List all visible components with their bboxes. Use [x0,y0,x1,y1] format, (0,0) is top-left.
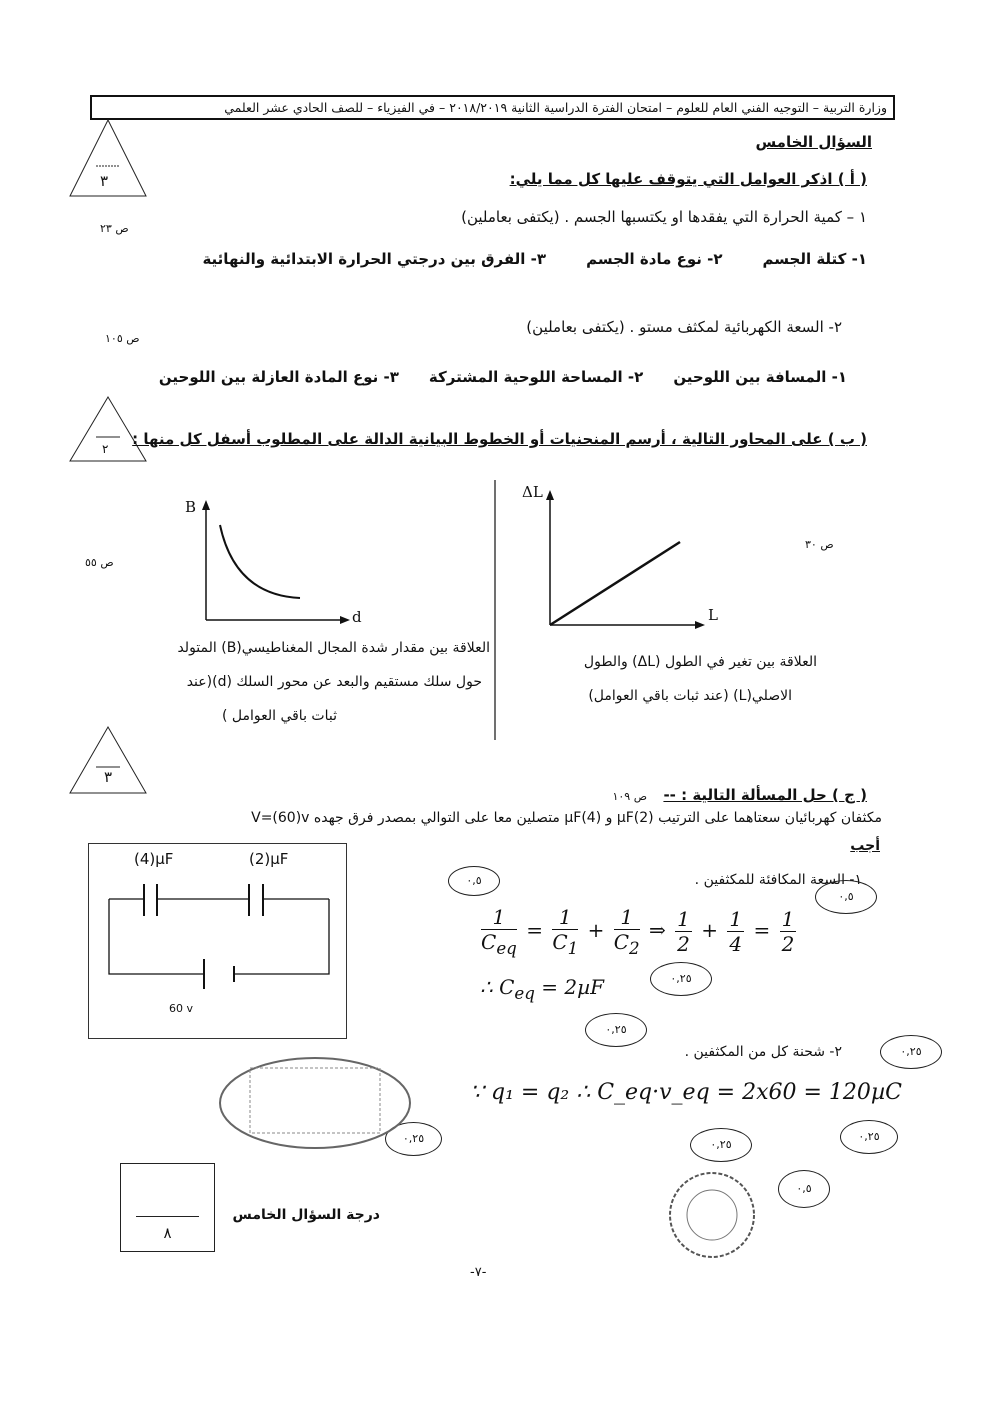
ref-graph-right: ص ٣٠ [805,538,834,551]
axis-label-l: L [708,606,718,624]
mark-oval: ٠,٢٥ [840,1120,898,1154]
graph-b-vs-d [202,500,350,624]
graph-dl-vs-l [546,490,705,629]
caption-right-2: الاصلي(L) (عند ثبات باقي العوامل) [588,688,792,704]
part-a-title: ( أ ) اذكر العوامل التي يتوقف عليها كل مما يلي: [509,170,867,188]
ref-part-c: ص ١٠٩ [612,790,647,803]
caption-right-1: العلاقة بين تغير في الطول (ΔL) والطول [583,654,817,670]
problem-text: مكثفان كهربائيان سعتاهما على الترتيب µF(2) و µF(4) متصلين معا على التوالي بمصدر فرق جهده V=(60)v [251,810,882,826]
mark-oval: ٠,٢٥ [650,962,712,996]
axis-label-delta-l: ΔL [522,483,543,501]
q1-answer-1: ١- كتلة الجسم [762,250,867,268]
mark-oval: ٠,٥ [448,866,500,896]
mark-b: ٢ [102,442,109,456]
mark-oval: ٠,٢٥ [585,1013,647,1047]
page-number: -٧- [470,1265,487,1280]
q2-answer-2: ٢- المساحة اللوحية المشتركة [428,368,644,386]
mark-oval: ٠,٥ [815,880,877,914]
q2-answer-1: ١- المسافة بين اللوحين [673,368,847,386]
ref-graph-left: ص ٥٥ [85,556,114,569]
q1-answers-row [202,250,867,268]
axis-label-d: d [352,608,362,626]
mark-oval: ٠,٢٥ [690,1128,752,1162]
axis-label-b: B [185,498,197,516]
circuit-box [88,843,347,1039]
q1-answer-3: ٣- الفرق بين درجتي الحرارة الابتدائية والنهائية [202,250,547,268]
part-a-q2: ٢- السعة الكهربائية لمكثف مستو . (يكتفى بعاملين) [526,318,842,336]
mark-oval: ٠,٥ [778,1170,830,1208]
ministry-stamp-rect [210,1048,420,1158]
ref-q1: ص ٢٣ [100,222,129,235]
exam-header: وزارة التربية – التوجيه الفني العام للعلوم – امتحان الفترة الدراسية الثانية ٢٠١٨/٢٠١٩ – في الفيزياء – للصف الحادي عشر العلمي [90,95,895,120]
score-value: ٨ [163,1224,172,1242]
capacitor-1-label: (4)µF [134,850,174,868]
caption-left-2: حول سلك مستقيم والبعد عن محور السلك (d)(عند [186,674,482,690]
q1-answer-2: ٢- نوع مادة الجسم [586,250,723,268]
caption-left-3: ثبات باقي العوامل ) [221,708,337,724]
score-label: درجة السؤال الخامس [232,1207,380,1223]
q2-answer-3: ٣- نوع المادة العازلة بين اللوحين [158,368,399,386]
step-2: ٢- شحنة كل من المكثفين . [684,1044,842,1060]
curve-inverse [220,525,300,598]
equation-ceq: $\frac{1}{C_{eq}}$ = $\frac{1}{C_1}$ + $\frac{1}{C_2}$ ⇒ $\frac{1}{2}$ + $\frac{1}{4}$ = $\frac{1}{2}$ [481,905,795,958]
caption-left-1: العلاقة بين مقدار شدة المجال المغناطيسي(B) المتولد [177,640,490,656]
capacitor-2-label: (2)µF [249,850,289,868]
mark-c: ٣ [104,768,113,786]
part-b-title: ( ب ) على المحاور التالية ، أرسم المنحنيات أو الخطوط البيانية الدالة على المطلوب أسفل كل منها : [132,430,867,448]
q2-answers-row [159,368,847,386]
step-1: ١- السعة المكافئة للمكثفين . [694,872,862,888]
line-linear [550,542,680,625]
equation-charge: ∵ q₁ = q₂ ∴ C_eq·v_eq = 2x60 = 120µC [470,1080,903,1105]
ministry-stamp-logo [612,1160,812,1310]
part-a-q1: ١ – كمية الحرارة التي يفقدها او يكتسبها الجسم . (يكتفى بعاملين) [461,208,867,226]
part-c-title: ( ج ) حل المسألة التالية : -- [663,786,867,804]
score-box [120,1163,215,1252]
mark-oval: ٠,٢٥ [880,1035,942,1069]
question-title: السؤال الخامس [755,133,872,151]
answer-label: أجب [850,838,880,854]
source-label: 60 v [169,1002,194,1015]
circuit-diagram [89,844,346,1038]
equation-ceq-result: ∴ $C_{eq} = 2\mu F$ [480,975,604,1003]
ref-q2: ص ١٠٥ [105,332,140,345]
mark-a: ٣ [100,172,109,190]
mark-oval: ٠,٢٥ [385,1122,442,1156]
